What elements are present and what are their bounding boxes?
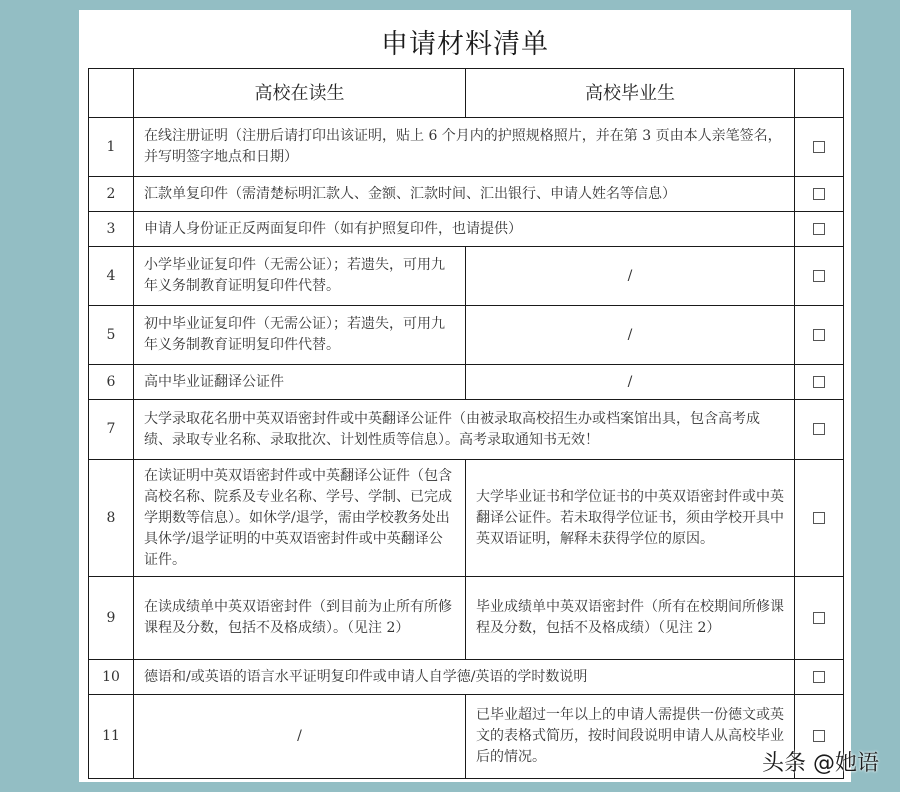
row-number: 6 xyxy=(89,365,134,400)
table-row xyxy=(89,577,844,660)
current-student-requirement: 高中毕业证翻译公证件 xyxy=(134,365,466,400)
checkbox-icon[interactable] xyxy=(813,223,825,235)
graduate-requirement: / xyxy=(466,365,795,400)
header-check xyxy=(795,69,844,118)
current-student-requirement: 小学毕业证复印件（无需公证）；若遗失，可用九年义务制教育证明复印件代替。 xyxy=(134,247,466,306)
graduate-requirement: 大学毕业证书和学位证书的中英双语密封件或中英翻译公证件。若未取得学位证书，须由学校开具中英双语证明，解释未获得学位的原因。 xyxy=(466,460,795,577)
graduate-requirement: / xyxy=(466,247,795,306)
row-number: 8 xyxy=(89,460,134,577)
table-row xyxy=(89,247,844,306)
table-row xyxy=(89,177,844,212)
row-number: 9 xyxy=(89,577,134,660)
checkbox-icon[interactable] xyxy=(813,512,825,524)
checkbox-icon[interactable] xyxy=(813,376,825,388)
materials-table xyxy=(88,68,844,779)
current-student-requirement: 在读成绩单中英双语密封件（到目前为止所有所修课程及分数，包括不及格成绩）。（见注 2） xyxy=(134,577,466,660)
checkbox-icon[interactable] xyxy=(813,141,825,153)
checkbox[interactable] xyxy=(795,660,844,695)
checkbox[interactable] xyxy=(795,212,844,247)
header-current-students: 高校在读生 xyxy=(134,69,466,118)
graduate-requirement: 毕业成绩单中英双语密封件（所有在校期间所修课程及分数，包括不及格成绩）（见注 2） xyxy=(466,577,795,660)
row-number: 3 xyxy=(89,212,134,247)
checkbox-icon[interactable] xyxy=(813,270,825,282)
current-student-requirement: / xyxy=(134,695,466,779)
checkbox-icon[interactable] xyxy=(813,188,825,200)
table-row xyxy=(89,365,844,400)
checkbox[interactable] xyxy=(795,247,844,306)
requirement-text: 申请人身份证正反两面复印件（如有护照复印件，也请提供） xyxy=(134,212,795,247)
table-row xyxy=(89,460,844,577)
table-row xyxy=(89,306,844,365)
row-number: 10 xyxy=(89,660,134,695)
graduate-requirement: / xyxy=(466,306,795,365)
table-row xyxy=(89,212,844,247)
checkbox[interactable] xyxy=(795,400,844,460)
table-row xyxy=(89,695,844,779)
checkbox[interactable] xyxy=(795,577,844,660)
row-number: 2 xyxy=(89,177,134,212)
row-number: 5 xyxy=(89,306,134,365)
checkbox[interactable] xyxy=(795,460,844,577)
checkbox[interactable] xyxy=(795,177,844,212)
document-card xyxy=(79,10,851,782)
table-row xyxy=(89,118,844,177)
document-title: 申请材料清单 xyxy=(381,29,549,60)
header-graduates: 高校毕业生 xyxy=(466,69,795,118)
checkbox[interactable] xyxy=(795,118,844,177)
checkbox-icon[interactable] xyxy=(813,329,825,341)
requirement-text: 德语和/或英语的语言水平证明复印件或申请人自学德/英语的学时数说明 xyxy=(134,660,795,695)
checkbox-icon[interactable] xyxy=(813,730,825,742)
row-number: 11 xyxy=(89,695,134,779)
requirement-text: 汇款单复印件（需清楚标明汇款人、金额、汇款时间、汇出银行、申请人姓名等信息） xyxy=(134,177,795,212)
current-student-requirement: 在读证明中英双语密封件或中英翻译公证件（包含高校名称、院系及专业名称、学号、学制、已完成学期数等信息）。如休学/退学，需由学校教务处出具休学/退学证明的中英双语密封件或中英翻译公证件。 xyxy=(134,460,466,577)
row-number: 1 xyxy=(89,118,134,177)
checkbox-icon[interactable] xyxy=(813,671,825,683)
table-header-row xyxy=(89,69,844,118)
checkbox-icon[interactable] xyxy=(813,423,825,435)
table-row xyxy=(89,660,844,695)
requirement-text: 大学录取花名册中英双语密封件或中英翻译公证件（由被录取高校招生办或档案馆出具，包含高考成绩、录取专业名称、录取批次、计划性质等信息）。高考录取通知书无效！ xyxy=(134,400,795,460)
table-row xyxy=(89,400,844,460)
watermark: 头条 @她语 xyxy=(762,751,879,776)
checkbox-icon[interactable] xyxy=(813,612,825,624)
row-number: 7 xyxy=(89,400,134,460)
current-student-requirement: 初中毕业证复印件（无需公证）；若遗失，可用九年义务制教育证明复印件代替。 xyxy=(134,306,466,365)
requirement-text: 在线注册证明（注册后请打印出该证明，贴上 6 个月内的护照规格照片，并在第 3 页由本人亲笔签名，并写明签字地点和日期） xyxy=(134,118,795,177)
row-number: 4 xyxy=(89,247,134,306)
header-num xyxy=(89,69,134,118)
checkbox[interactable] xyxy=(795,365,844,400)
checkbox[interactable] xyxy=(795,306,844,365)
graduate-requirement: 已毕业超过一年以上的申请人需提供一份德文或英文的表格式简历，按时间段说明申请人从高校毕业后的情况。 xyxy=(466,695,795,779)
